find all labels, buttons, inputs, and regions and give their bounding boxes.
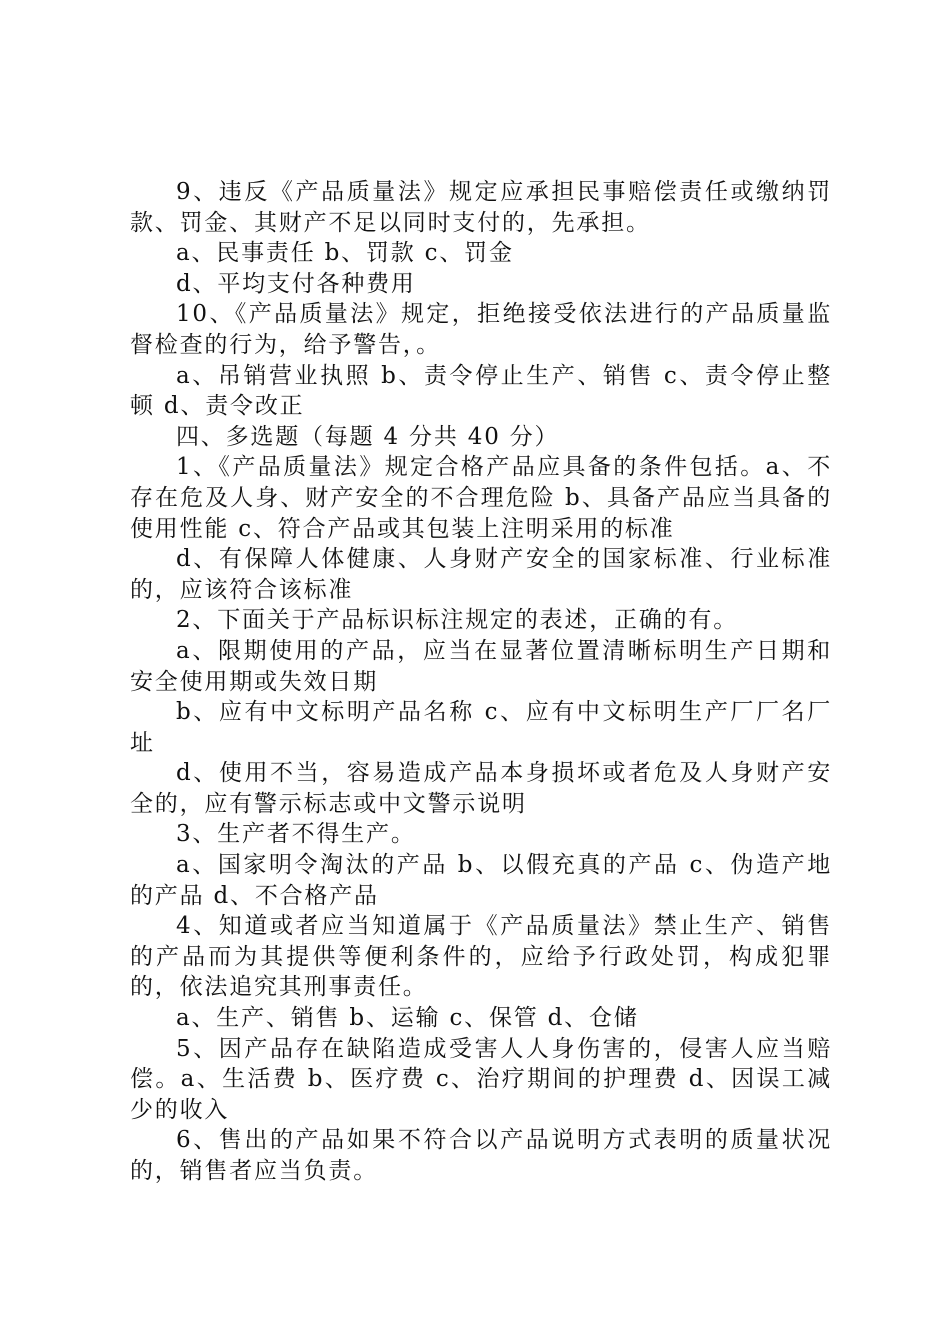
mc-question-4-options: a、生产、销售 b、运输 c、保管 d、仓储 (176, 1005, 639, 1032)
mc-question-3-text: 3、生产者不得生产。 (176, 821, 416, 848)
question-9-text: 9、违反《产品质量法》规定应承担民事赔偿责任或缴纳罚款、罚金、其财产不足以同时支付的，先承担。 (130, 179, 832, 236)
mc-question-2-options-bc: b、应有中文标明产品名称 c、应有中文标明生产厂厂名厂址 (130, 699, 832, 756)
mc-question-1-text: 1、《产品质量法》规定合格产品应具备的条件包括。a、不存在危及人身、财产安全的不合理危险 b、具备产品应当具备的使用性能 c、符合产品或其包装上注明采用的标准 (130, 454, 832, 542)
mc-question-5-text: 5、因产品存在缺陷造成受害人人身伤害的，侵害人应当赔偿。a、生活费 b、医疗费 c、治疗期间的护理费 d、因误工减少的收入 (130, 1035, 832, 1123)
mc-question-2-option-a: a、限期使用的产品，应当在显著位置清晰标明生产日期和安全使用期或失效日期 (130, 637, 832, 695)
question-9-option-d: d、平均支付各种费用 (176, 270, 416, 297)
document-body (130, 177, 832, 1187)
mc-question-3-options: a、国家明令淘汰的产品 b、以假充真的产品 c、伪造产地的产品 d、不合格产品 (130, 852, 832, 909)
question-10-options: a、吊销营业执照 b、责令停止生产、销售 c、责令停止整顿 d、责令改正 (130, 362, 832, 420)
mc-question-6-text: 6、售出的产品如果不符合以产品说明方式表明的质量状况的，销售者应当负责。 (130, 1127, 832, 1184)
question-10-text: 10、《产品质量法》规定，拒绝接受依法进行的产品质量监督检查的行为，给予警告，。 (130, 301, 832, 358)
question-9-options-abc: a、民事责任 b、罚款 c、罚金 (176, 240, 514, 267)
mc-question-4-text: 4、知道或者应当知道属于《产品质量法》禁止生产、销售的产品而为其提供等便利条件的，应给予行政处罚，构成犯罪的，依法追究其刑事责任。 (130, 913, 832, 1001)
mc-question-1-option-d: d、有保障人体健康、人身财产安全的国家标准、行业标准的，应该符合该标准 (130, 546, 832, 603)
mc-question-2-text: 2、下面关于产品标识标注规定的表述，正确的有。 (176, 607, 739, 634)
mc-question-2-option-d: d、使用不当，容易造成产品本身损坏或者危及人身财产安全的，应有警示标志或中文警示说明 (130, 760, 832, 817)
section-heading-multiple-choice: 四、多选题（每题 4 分共 40 分） (176, 423, 560, 450)
